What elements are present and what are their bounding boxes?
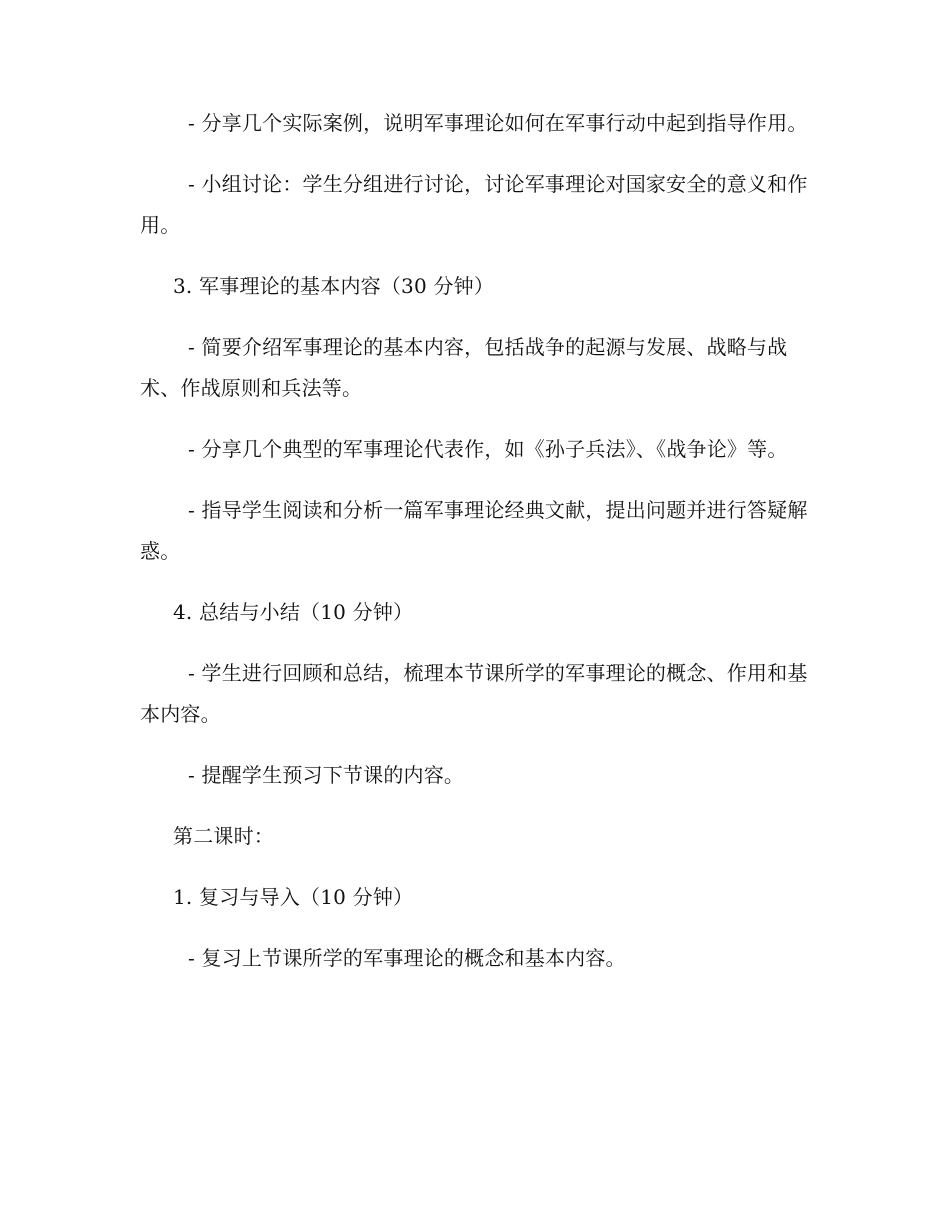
paragraph-preview-reminder: - 提醒学生预习下节课的内容。: [188, 763, 465, 787]
paragraph-basic-content-intro: - 简要介绍军事理论的基本内容，包括战争的起源与发展、战略与战术、作战原则和兵法等。: [140, 335, 788, 400]
section-heading-basic-content: 3. 军事理论的基本内容（30 分钟）: [173, 274, 495, 298]
paragraph-case-examples: - 分享几个实际案例，说明军事理论如何在军事行动中起到指导作用。: [188, 111, 808, 135]
section-heading-review-intro: 1. 复习与导入（10 分钟）: [173, 885, 414, 909]
paragraph-review-previous: - 复习上节课所学的军事理论的概念和基本内容。: [188, 946, 626, 970]
section-heading-summary: 4. 总结与小结（10 分钟）: [173, 600, 414, 624]
document-body: [140, 103, 812, 999]
paragraph-representative-works: - 分享几个典型的军事理论代表作，如《孙子兵法》、《战争论》等。: [188, 437, 788, 461]
section-heading-second-lesson: 第二课时：: [173, 824, 274, 848]
paragraph-group-discussion: - 小组讨论：学生分组进行讨论，讨论军事理论对国家安全的意义和作用。: [140, 172, 808, 237]
paragraph-review-summary: - 学生进行回顾和总结，梳理本节课所学的军事理论的概念、作用和基本内容。: [140, 661, 808, 726]
paragraph-reading-guidance: - 指导学生阅读和分析一篇军事理论经典文献，提出问题并进行答疑解惑。: [140, 498, 808, 563]
